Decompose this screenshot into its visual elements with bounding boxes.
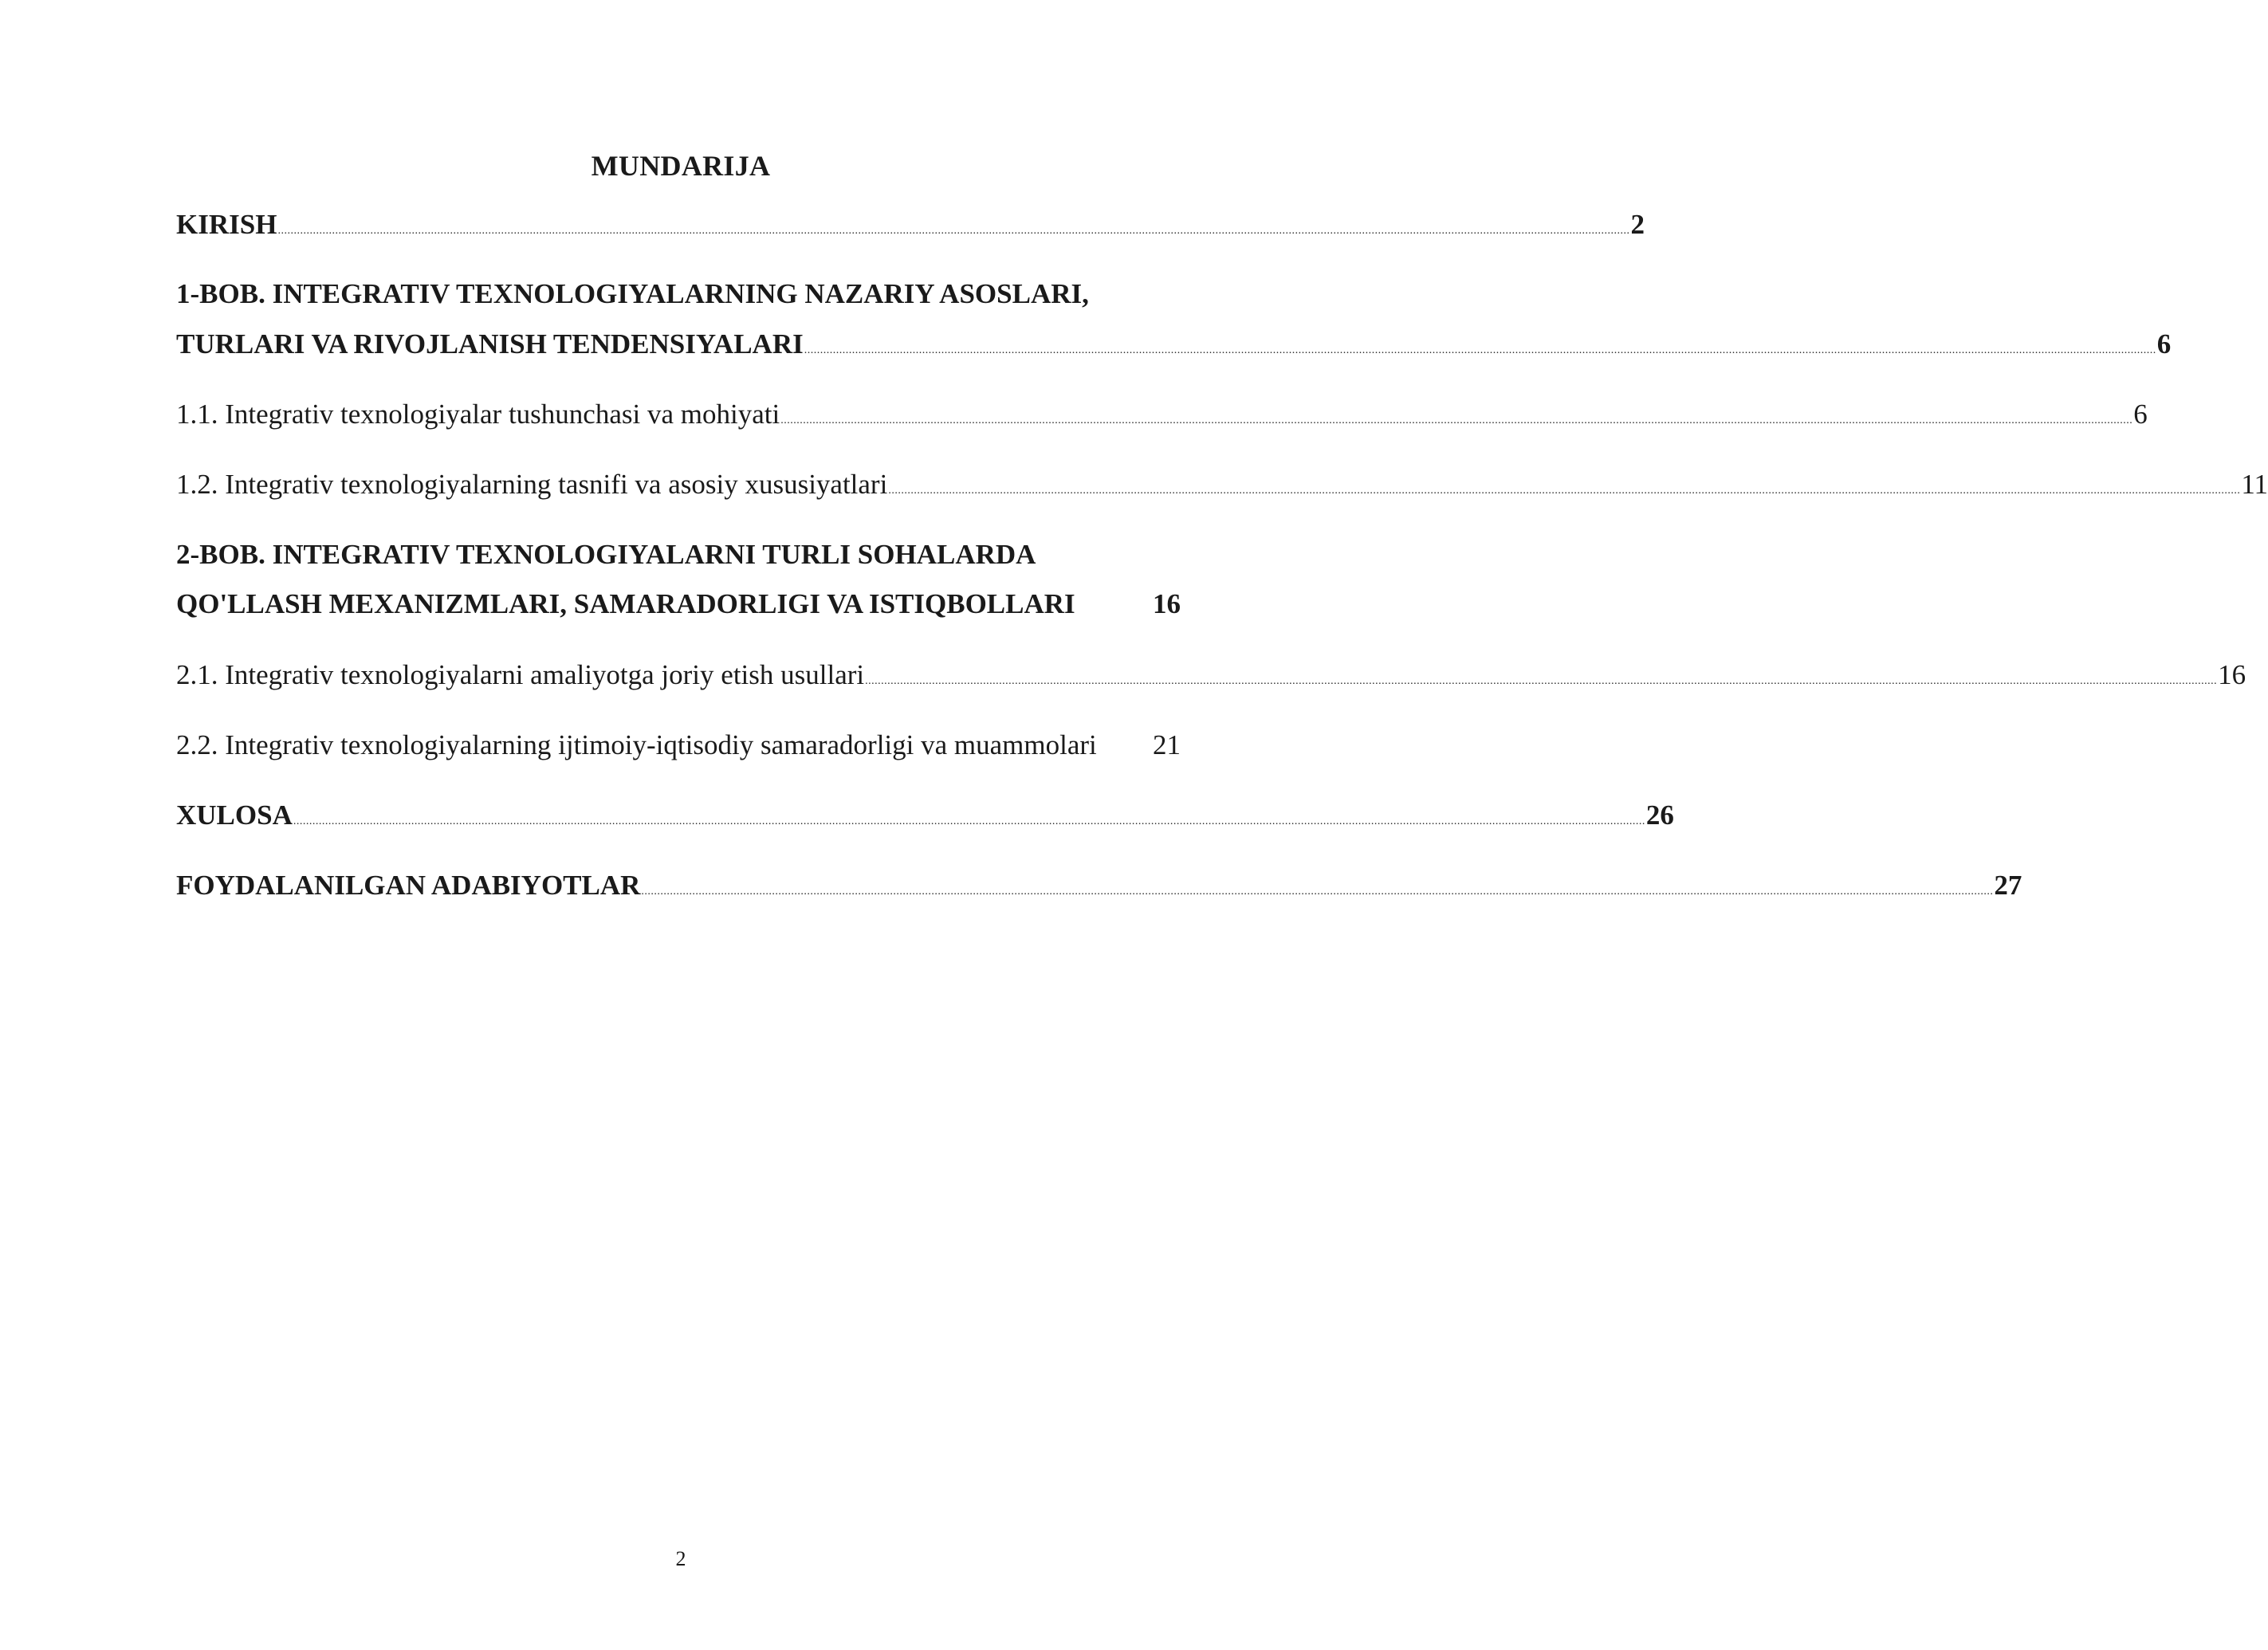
toc-entry-label: 2.2. Integrativ texnologiyalarning ijtimoiy-iqtisodiy samaradorligi va muammolari bbox=[176, 729, 1097, 760]
toc-entry-bibliography[interactable] bbox=[176, 867, 2022, 904]
toc-entry-chapter-1[interactable] bbox=[176, 276, 1120, 312]
toc-entry-section-2-1[interactable] bbox=[176, 657, 2246, 693]
toc-entry-page: 16 bbox=[2218, 659, 2246, 690]
dot-leader: ........................................................................................................................................................................................................................................................................................................................................................................................................................................ bbox=[780, 414, 2133, 426]
dot-leader: ........................................................................................................................................................................................................................................................................................................................................................................................................................................ bbox=[293, 815, 1645, 827]
toc-entry-label: 2.1. Integrativ texnologiyalarni amaliyotga joriy etish usullari bbox=[176, 659, 865, 690]
toc-entry-page: 26 bbox=[1645, 799, 1674, 831]
toc-title: MUNDARIJA bbox=[591, 150, 771, 182]
toc-entry-page: 27 bbox=[1994, 870, 2022, 901]
toc-entry-page: 16 bbox=[1153, 588, 1181, 619]
toc-entry-kirish[interactable] bbox=[176, 206, 1645, 243]
dot-leader: ........................................................................................................................................................................................................................................................................................................................................................................................................................................ bbox=[865, 675, 2218, 687]
dot-leader: ........................................................................................................................................................................................................................................................................................................................................................................................................................................ bbox=[641, 886, 1994, 898]
toc-entry-label: 1.1. Integrativ texnologiyalar tushunchasi va mohiyati bbox=[176, 399, 780, 430]
toc-entry-page: 6 bbox=[2133, 399, 2148, 430]
dot-leader: ........................................................................................................................................................................................................................................................................................................................................................................................................................................ bbox=[804, 344, 2156, 356]
toc-entry-label-line2: QO'LLASH MEXANIZMLARI, SAMARADORLIGI VA ISTIQBOLLARI bbox=[176, 588, 1075, 619]
toc-entry-xulosa[interactable] bbox=[176, 797, 1674, 834]
toc-entry-page: 11 bbox=[2241, 469, 2268, 500]
toc-entry-section-1-2[interactable] bbox=[176, 466, 2268, 503]
toc-entry-label: FOYDALANILGAN ADABIYOTLAR bbox=[176, 870, 641, 901]
toc-entry-label: KIRISH bbox=[176, 209, 277, 240]
toc-entry-section-2-2[interactable] bbox=[176, 727, 1181, 764]
toc-entry-page: 21 bbox=[1153, 729, 1181, 760]
toc-entry-page: 6 bbox=[2156, 328, 2172, 359]
toc-entry-chapter-1-cont[interactable] bbox=[176, 326, 2172, 363]
dot-leader: ........................................................................................................................................................................................................................................................................................................................................................................................................................................ bbox=[888, 485, 2241, 497]
toc-entry-chapter-2[interactable] bbox=[176, 536, 1120, 573]
page-number: 2 bbox=[675, 1547, 686, 1570]
toc-entry-chapter-2-cont[interactable] bbox=[176, 586, 1181, 623]
toc-entry-label: 1.2. Integrativ texnologiyalarning tasnifi va asosiy xususiyatlari bbox=[176, 469, 888, 500]
toc-entry-label-line2: TURLARI VA RIVOJLANISH TENDENSIYALARI bbox=[176, 328, 804, 359]
toc-entry-page: 2 bbox=[1630, 209, 1645, 240]
toc-entry-label-line1: 1-BOB. INTEGRATIV TEXNOLOGIYALARNING NAZARIY ASOSLARI, bbox=[176, 278, 1089, 309]
toc-entry-label: XULOSA bbox=[176, 799, 293, 831]
toc-entry-label-line1: 2-BOB. INTEGRATIV TEXNOLOGIYALARNI TURLI SOHALARDA bbox=[176, 539, 1036, 570]
dot-leader: ........................................................................................................................................................................................................................................................................................................................................................................................................................................ bbox=[277, 225, 1630, 237]
toc-entry-section-1-1[interactable] bbox=[176, 396, 2148, 433]
